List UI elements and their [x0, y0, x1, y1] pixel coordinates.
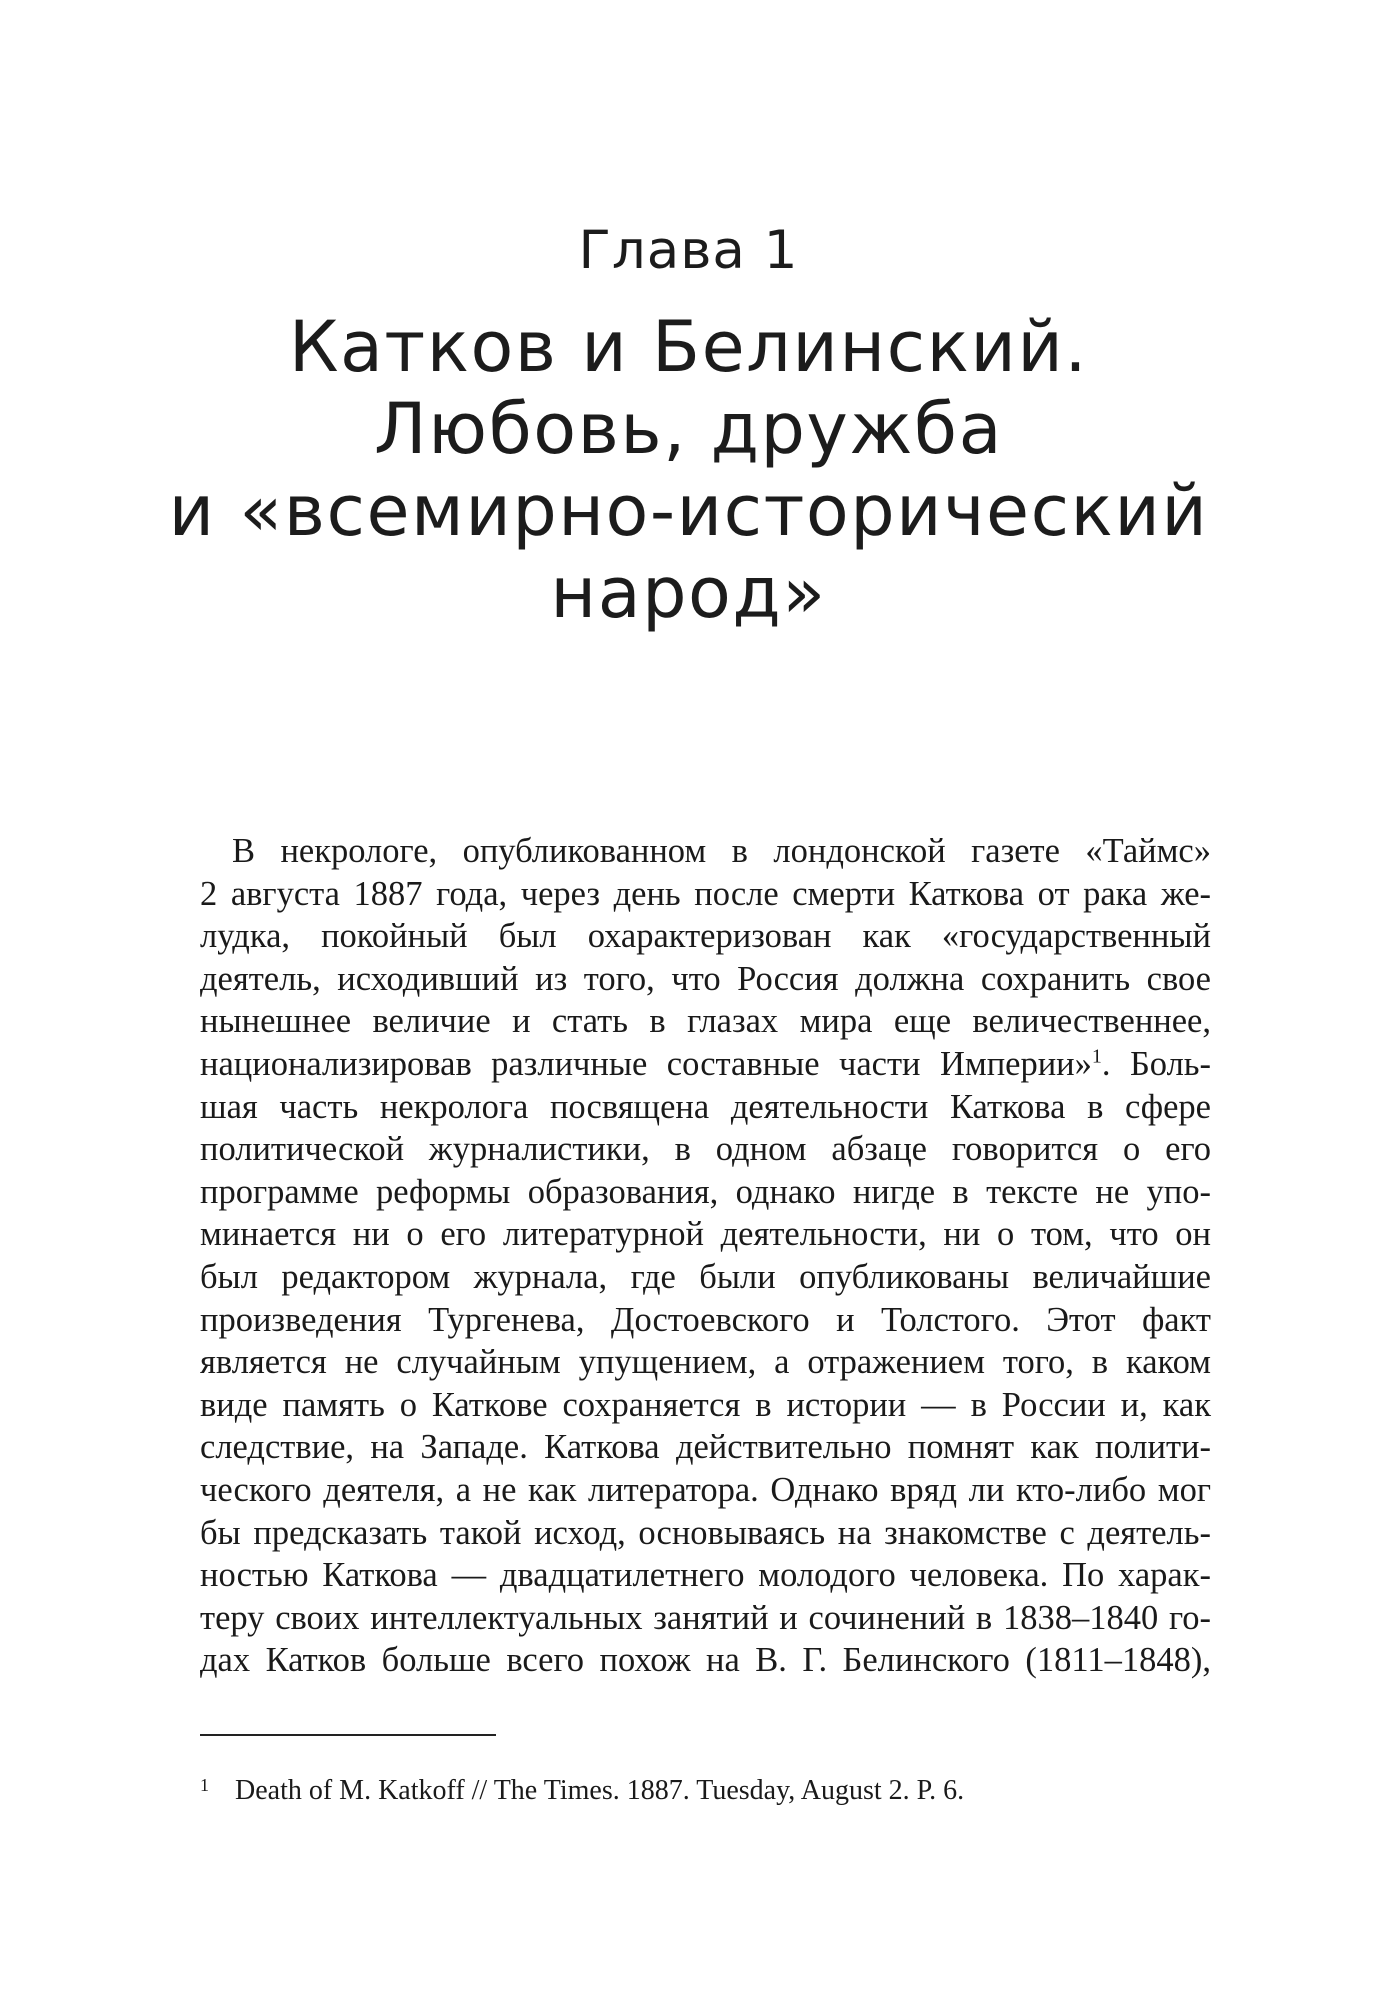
text-line: ческого деятеля, а не как литератора. Однако вряд ли кто-либо мог [200, 1470, 1211, 1509]
chapter-label: Глава 1 [578, 220, 799, 281]
text-line: следствие, на Западе. Каткова действительно помнят как полити- [200, 1428, 1211, 1467]
text-line: В некрологе, опубликованном в лондонской газете «Таймс» [232, 832, 1211, 870]
text-line: нынешнее величие и стать в глазах мира еще величественнее, [200, 1002, 1211, 1041]
text-line: лудка, покойный был охарактеризован как «государственный [200, 917, 1211, 956]
text-line: минается ни о его литературной деятельности, ни о том, что он [200, 1215, 1211, 1254]
text-line: произведения Тургенева, Достоевского и Толстого. Этот факт [200, 1300, 1211, 1339]
text-line: 2 августа 1887 года, через день после смерти Каткова от рака же- [200, 874, 1211, 913]
text-line: шая часть некролога посвящена деятельности Каткова в сфере [200, 1087, 1211, 1126]
text-line: дах Катков больше всего похож на В. Г. Белинского (1811–1848), [200, 1641, 1211, 1680]
text-line: был редактором журнала, где были опубликованы величайшие [200, 1257, 1211, 1296]
chapter-title-line: и «всемирно-исторический [168, 470, 1209, 552]
body-paragraph [200, 830, 1211, 1682]
footnote-number: 1 [200, 1775, 209, 1795]
text-line: программе реформы образования, однако нигде в тексте не упо- [200, 1172, 1211, 1211]
text-line-with-footnote [200, 1043, 1211, 1086]
chapter-title-line: Любовь, дружба [374, 388, 1003, 470]
text-line: виде память о Каткове сохраняется в истории — в России и, как [200, 1385, 1211, 1424]
text-line: деятель, исходивший из того, что Россия должна сохранить свое [200, 959, 1211, 998]
text-line-part: национализировав различные составные части Империи» [200, 1044, 1092, 1083]
text-line: бы предсказать такой исход, основываясь на знакомстве с деятель- [200, 1513, 1211, 1552]
footnote-reference[interactable]: 1 [1091, 1045, 1102, 1068]
chapter-title-line: народ» [550, 552, 827, 634]
text-line-part: . Боль- [1101, 1044, 1212, 1083]
text-line: ностью Каткова — двадцатилетнего молодого человека. По харак- [200, 1556, 1211, 1595]
footnote-text: Death of M. Katkoff // The Times. 1887. Tuesday, August 2. P. 6. [235, 1775, 965, 1806]
chapter-title [0, 306, 1377, 634]
text-line: теру своих интеллектуальных занятий и сочинений в 1838–1840 го- [200, 1598, 1211, 1637]
footnote-divider [200, 1734, 496, 1736]
chapter-title-line: Катков и Белинский. [288, 306, 1089, 388]
text-line: является не случайным упущением, а отражением того, в каком [200, 1343, 1211, 1382]
text-line: политической журналистики, в одном абзаце говорится о его [200, 1130, 1211, 1169]
